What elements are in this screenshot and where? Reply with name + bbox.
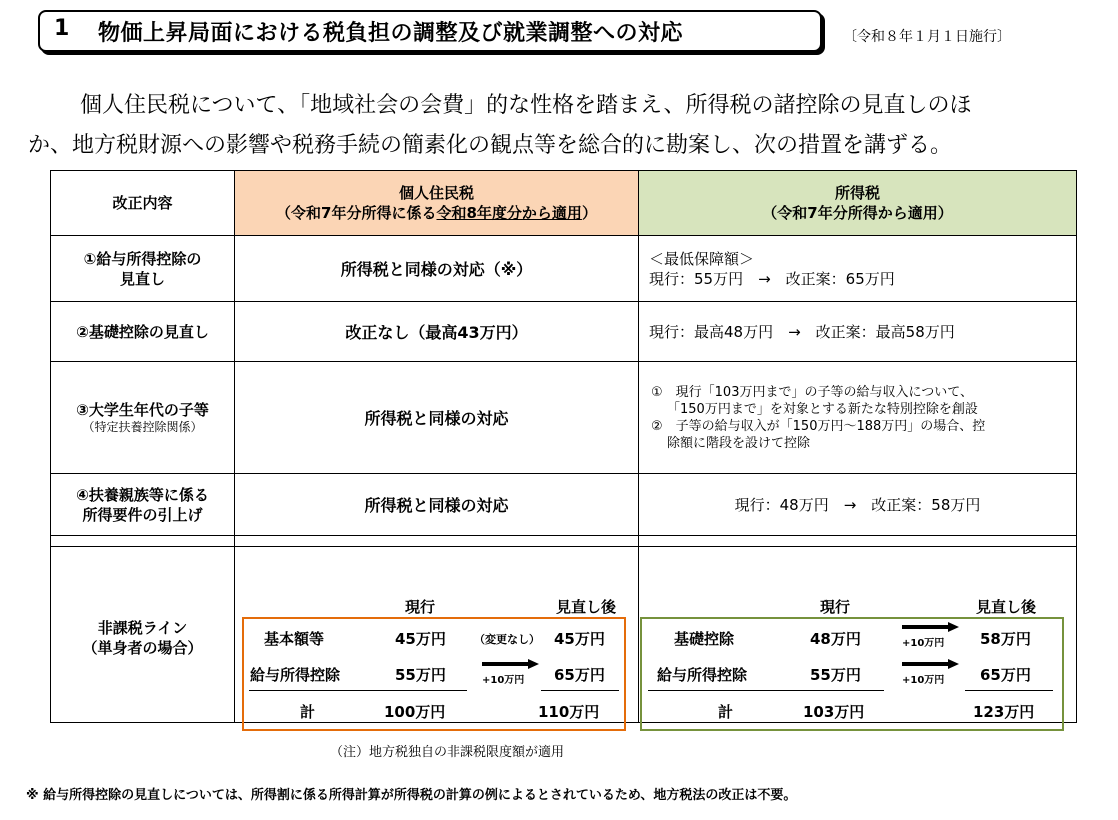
row-name: ②基礎控除の見直し — [51, 302, 235, 362]
threshold-note: （注）地方税独自の非課税限度額が適用 — [330, 745, 565, 760]
header-resident-sub-b: 令和8年度分から適用 — [436, 204, 582, 222]
threshold-label-b: （単身者の場合） — [82, 638, 203, 657]
row-name-b: 所得要件の引上げ — [82, 505, 203, 524]
footnote: ※ 給与所得控除の見直しについては、所得割に係る所得計算が所得税の計算の例によるとされているため、地方税法の改正は不要。 — [26, 788, 797, 803]
income-row-current: 48万円 — [810, 630, 861, 648]
intro-line-1: 個人住民税について、「地域社会の会費」的な性格を踏まえ、所得税の諸控除の見直しのほ — [80, 93, 972, 118]
table-row — [51, 362, 1077, 474]
income-cell — [639, 236, 1077, 302]
resident-row-current: 55万円 — [395, 666, 446, 684]
table-header-row — [51, 171, 1077, 236]
threshold-label — [51, 547, 235, 723]
section-number: 1 — [54, 16, 70, 41]
table-row — [51, 474, 1077, 536]
effective-date: 〔令和８年１月１日施行〕 — [843, 29, 1011, 45]
resident-sum-line — [249, 690, 467, 691]
row-name-a: ③大学生年代の子等 — [76, 401, 209, 419]
row-name-a: ①給与所得控除の — [83, 249, 202, 268]
resident-cell: 所得税と同様の対応（※） — [235, 236, 639, 302]
resident-row-label: 給与所得控除 — [250, 666, 341, 684]
intro-paragraph — [28, 86, 1108, 166]
row-name — [51, 236, 235, 302]
header-income-tax — [639, 171, 1077, 236]
row-name — [51, 474, 235, 536]
income-row-after: 65万円 — [980, 666, 1031, 684]
row-name-a: ④扶養親族等に係る — [76, 485, 209, 504]
row-name-b: 見直し — [119, 269, 165, 288]
income-row-change: +10万円 — [902, 638, 945, 649]
row-name-small: （特定扶養控除関係） — [82, 420, 203, 434]
row-name — [51, 362, 235, 474]
income-item-1b: 「150万円まで」を対象とする新たな特別控除を創設 — [667, 401, 978, 417]
resident-row-change: （変更なし） — [474, 633, 540, 646]
header-reform-content: 改正内容 — [51, 171, 235, 236]
increase-arrow-icon — [902, 659, 960, 669]
resident-total-current: 100万円 — [384, 703, 446, 721]
resident-cell: 所得税と同様の対応 — [235, 362, 639, 474]
resident-current-header: 現行 — [405, 598, 436, 616]
header-resident-title: 個人住民税 — [398, 184, 474, 202]
income-current-header: 現行 — [820, 598, 851, 616]
income-after-header: 見直し後 — [976, 598, 1037, 616]
income-cell — [639, 362, 1077, 474]
income-total-label: 計 — [718, 703, 734, 721]
threshold-label-a: 非課税ライン — [97, 618, 188, 637]
income-total-current: 103万円 — [803, 703, 865, 721]
header-resident-sub-c: ） — [581, 204, 597, 222]
income-row-current: 55万円 — [810, 666, 861, 684]
income-line-b: 現行：55万円 → 改正案：65万円 — [649, 269, 895, 288]
increase-arrow-icon — [902, 622, 960, 632]
income-cell: 現行：48万円 → 改正案：58万円 — [639, 474, 1077, 536]
resident-cell: 所得税と同様の対応 — [235, 474, 639, 536]
income-row-change: +10万円 — [902, 675, 945, 686]
income-row-label: 基礎控除 — [674, 630, 735, 648]
resident-cell: 改正なし（最高43万円） — [235, 302, 639, 362]
resident-after-header: 見直し後 — [556, 598, 617, 616]
resident-sum-line-after — [541, 690, 619, 691]
income-row-label: 給与所得控除 — [657, 666, 748, 684]
header-resident-sub-a: （令和7年分所得に係る — [276, 204, 437, 222]
income-item-2a: ② 子等の給与収入が「150万円～188万円」の場合、控 — [651, 418, 986, 434]
income-row-after: 58万円 — [980, 630, 1031, 648]
header-income-title: 所得税 — [834, 184, 880, 202]
resident-row-change: +10万円 — [482, 675, 525, 686]
table-row — [51, 302, 1077, 362]
resident-row-current: 45万円 — [395, 630, 446, 648]
header-resident-sub — [235, 203, 638, 223]
resident-row-after: 65万円 — [554, 666, 605, 684]
income-cell: 現行：最高48万円 → 改正案：最高58万円 — [639, 302, 1077, 362]
section-title: 物価上昇局面における税負担の調整及び就業調整への対応 — [98, 21, 684, 46]
header-resident-tax — [235, 171, 639, 236]
income-total-after: 123万円 — [973, 703, 1035, 721]
income-item-1a: ① 現行「103万円まで」の子等の給与収入について、 — [651, 384, 973, 400]
income-line-a: ＜最低保障額＞ — [649, 249, 755, 268]
resident-total-after: 110万円 — [538, 703, 600, 721]
income-sum-line-after — [965, 690, 1053, 691]
table-row — [51, 236, 1077, 302]
resident-row-after: 45万円 — [554, 630, 605, 648]
header-income-sub: （令和7年分所得から適用） — [762, 204, 953, 222]
intro-line-2: か、地方税財源への影響や税務手続の簡素化の観点等を総合的に勘案し、次の措置を講ずる。 — [28, 133, 953, 158]
increase-arrow-icon — [482, 659, 540, 669]
income-sum-line — [648, 690, 884, 691]
resident-total-label: 計 — [300, 703, 316, 721]
resident-row-label: 基本額等 — [264, 630, 325, 648]
spacer-row — [51, 536, 1077, 547]
income-item-2b: 除額に階段を設けて控除 — [667, 435, 811, 451]
